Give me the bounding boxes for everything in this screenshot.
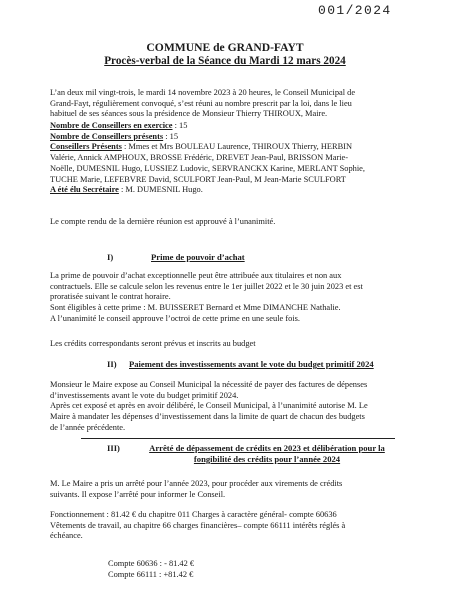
section1-line: La prime de pouvoir d’achat exceptionnelle peut être attribuée aux titulaires et non aux bbox=[50, 271, 342, 280]
section3-line: suivants. Il expose l’arrêté pour informer le Conseil. bbox=[50, 489, 226, 499]
section2-line: Maire à mandater les dépenses d’investissement dans la limite de quart de chacun des budgets bbox=[50, 412, 365, 422]
section2-line: de l’année précédente. bbox=[50, 422, 126, 432]
section3-top-rule bbox=[81, 438, 395, 439]
section1-line: A l’unanimité le conseil approuve l’octroi de cette prime en une seule fois. bbox=[50, 313, 301, 323]
in-office-label: Nombre de Conseillers en exercice bbox=[50, 121, 173, 130]
section2-number: II) bbox=[107, 359, 117, 369]
section1-line: proratisée suivant le contrat horaire. bbox=[50, 292, 171, 302]
section3-body bbox=[50, 479, 342, 500]
in-office-value: : 15 bbox=[172, 121, 188, 130]
present-count bbox=[50, 132, 365, 143]
account-line: Compte 60636 : - 81.42 € bbox=[108, 559, 195, 568]
minutes-subtitle: Procès-verbal de la Séance du Mardi 12 mars 2024 bbox=[104, 55, 346, 67]
secretary-value: : M. DUMESNIL Hugo. bbox=[118, 185, 203, 195]
intro-paragraph bbox=[50, 88, 355, 120]
present-members-line: Valérie, Annick AMPHOUX, BROSSE Frédéric, DREVET Jean-Paul, BRISSON Marie- bbox=[50, 153, 349, 163]
secretary-label: A été élu Secrétaire bbox=[50, 185, 119, 195]
section3-detail-line: Vêtements de travail, au chapitre 66 charges financières– compte 66111 intérêts réglés à bbox=[50, 520, 346, 530]
section3-detail-line: échéance. bbox=[50, 531, 83, 541]
section3-detail-line: Fonctionnement : 81.42 € du chapitre 011 Charges à caractère général- compte 60636 bbox=[50, 510, 337, 519]
section3-title-line: fongibilité des crédits pour l’année 2024 bbox=[193, 454, 341, 464]
section2-body bbox=[50, 380, 368, 434]
section3-title-line: Arrêté de dépassement de crédits en 2023 et délibération pour la bbox=[149, 443, 385, 453]
section1-line: Sont éligibles à cette prime : M. BUISSERET Bernard et Mme DIMANCHE Nathalie. bbox=[50, 303, 341, 313]
present-members bbox=[50, 142, 365, 153]
section2-line: Après cet exposé et après en avoir délibéré, le Conseil Municipal, à l’unanimité autorise M. Le bbox=[50, 401, 368, 411]
section1-number: I) bbox=[107, 252, 114, 262]
section2-line: d’investissements avant le vote du budget primitif 2024. bbox=[50, 390, 239, 400]
present-members-line: : Mmes et Mrs BOULEAU Laurence, THIROUX Thierry, HERBIN bbox=[121, 142, 352, 152]
section1-title: Prime de pouvoir d’achat bbox=[151, 252, 245, 262]
section2-title: Paiement des investissements avant le vote du budget primitif 2024 bbox=[129, 359, 374, 369]
section3-accounts bbox=[108, 559, 194, 580]
attendance-block bbox=[50, 121, 365, 196]
present-members-label: Conseillers Présents bbox=[50, 142, 122, 152]
present-value: : 15 bbox=[163, 131, 179, 141]
account-line: Compte 66111 : +81.42 € bbox=[108, 569, 194, 579]
section3-line: M. Le Maire a pris un arrêté pour l’année 2023, pour procéder aux virements de crédits bbox=[50, 479, 343, 488]
intro-line: L’an deux mil vingt-trois, le mardi 14 novembre 2023 à 20 heures, le Conseil Municipal de bbox=[50, 88, 356, 97]
page-number: 001/2024 bbox=[318, 3, 392, 18]
section3-title bbox=[138, 443, 396, 465]
intro-line: Grand-Fayt, régulièrement convoqué, s’est réuni au nombre prescrit par la loi, dans le lieu bbox=[50, 98, 352, 108]
present-label: Nombre de Conseillers présents bbox=[50, 131, 164, 141]
present-members-line: Noëlle, DUMESNIL Hugo, LUSSIEZ Ludovic, SERVRANCKX Karine, MERLANT Sophie, bbox=[50, 163, 365, 173]
section1-body bbox=[50, 271, 363, 325]
previous-minutes-approval: Le compte rendu de la dernière réunion est approuvé à l’unanimité. bbox=[50, 217, 276, 226]
intro-line: habituel de ses séances sous la présidence de Monsieur Thierry THIROUX, Maire. bbox=[50, 109, 328, 119]
section1-footer: Les crédits correspondants seront prévus et inscrits au budget bbox=[50, 339, 256, 348]
section1-line: contractuels. Elle se calcule selon les revenus entre le 1er juillet 2022 et le 30 juin 2023 et est bbox=[50, 281, 363, 291]
in-office-count bbox=[50, 121, 365, 132]
secretary bbox=[50, 185, 365, 196]
section3-number: III) bbox=[107, 443, 120, 453]
present-members-line: TUCHE Marie, LEFEBVRE David, SCULFORT Jean-Paul, M Jean-Marie SCULFORT bbox=[50, 174, 346, 184]
section3-details bbox=[50, 510, 345, 542]
section2-line: Monsieur le Maire expose au Conseil Municipal la nécessité de payer des factures de dépenses bbox=[50, 380, 368, 389]
commune-title: COMMUNE de GRAND-FAYT bbox=[146, 41, 304, 54]
